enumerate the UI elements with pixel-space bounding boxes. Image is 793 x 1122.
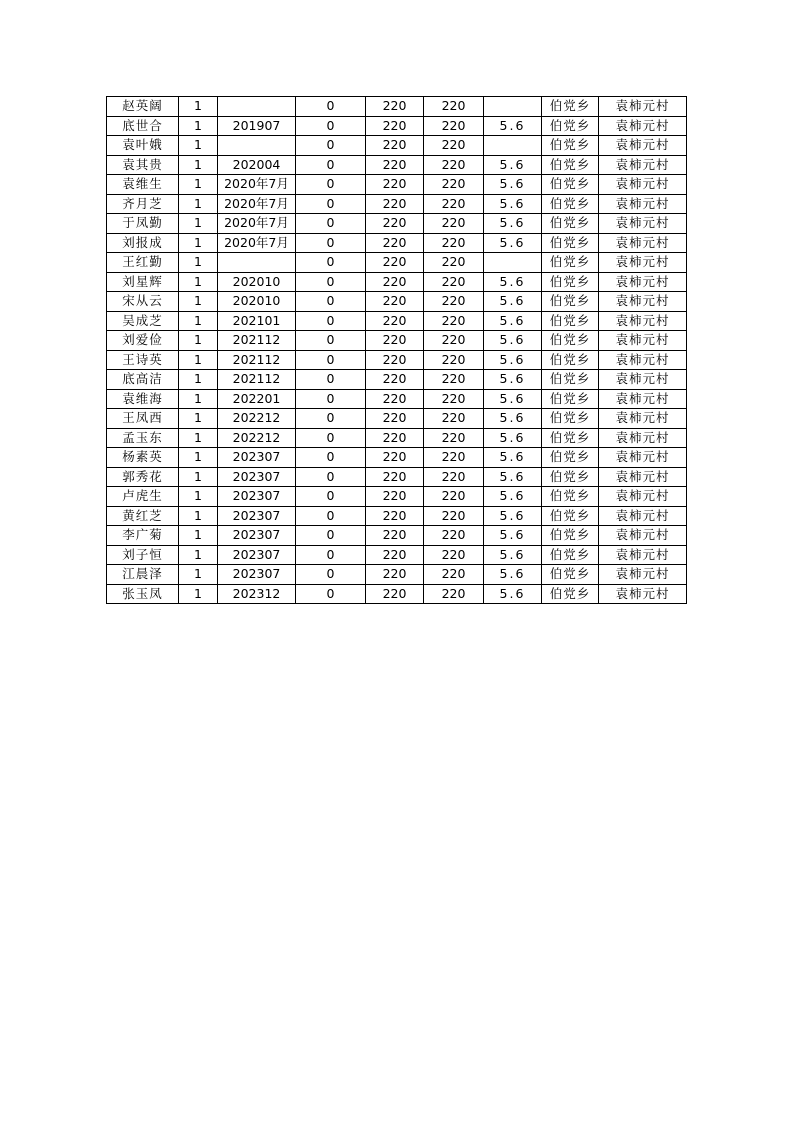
table-row [107,253,687,273]
town-cell: 伯党乡 [542,389,599,409]
rate-cell [484,136,542,156]
table-row [107,136,687,156]
date-cell: 202010 [218,272,296,292]
name-cell: 王红勤 [107,253,179,273]
count-cell: 1 [179,409,218,429]
zero-value-cell: 0 [296,389,366,409]
rate-cell: 5.6 [484,175,542,195]
village-cell: 袁柿元村 [599,292,687,312]
count-cell: 1 [179,331,218,351]
name-cell: 张玉凤 [107,584,179,604]
amount-a-cell: 220 [366,545,424,565]
town-cell: 伯党乡 [542,233,599,253]
amount-b-cell: 220 [424,116,484,136]
date-cell: 201907 [218,116,296,136]
date-cell: 202307 [218,467,296,487]
name-cell: 郭秀花 [107,467,179,487]
count-cell: 1 [179,448,218,468]
date-cell: 202201 [218,389,296,409]
amount-b-cell: 220 [424,311,484,331]
amount-a-cell: 220 [366,116,424,136]
table-row [107,428,687,448]
rate-cell [484,97,542,117]
rate-cell: 5.6 [484,409,542,429]
town-cell: 伯党乡 [542,292,599,312]
amount-b-cell: 220 [424,526,484,546]
table-row [107,487,687,507]
amount-a-cell: 220 [366,292,424,312]
rate-cell: 5.6 [484,467,542,487]
table-row [107,370,687,390]
rate-cell: 5.6 [484,233,542,253]
amount-b-cell: 220 [424,506,484,526]
town-cell: 伯党乡 [542,545,599,565]
town-cell: 伯党乡 [542,370,599,390]
date-cell: 202307 [218,526,296,546]
amount-a-cell: 220 [366,97,424,117]
name-cell: 刘爱俭 [107,331,179,351]
rate-cell: 5.6 [484,526,542,546]
rate-cell: 5.6 [484,194,542,214]
village-cell: 袁柿元村 [599,253,687,273]
town-cell: 伯党乡 [542,155,599,175]
date-cell: 2020年7月 [218,175,296,195]
town-cell: 伯党乡 [542,448,599,468]
amount-b-cell: 220 [424,448,484,468]
village-cell: 袁柿元村 [599,506,687,526]
table-row [107,97,687,117]
table-row [107,175,687,195]
zero-value-cell: 0 [296,545,366,565]
town-cell: 伯党乡 [542,487,599,507]
name-cell: 王诗英 [107,350,179,370]
name-cell: 刘星辉 [107,272,179,292]
amount-b-cell: 220 [424,97,484,117]
village-cell: 袁柿元村 [599,331,687,351]
amount-b-cell: 220 [424,370,484,390]
date-cell [218,97,296,117]
village-cell: 袁柿元村 [599,136,687,156]
date-cell: 2020年7月 [218,214,296,234]
name-cell: 刘报成 [107,233,179,253]
count-cell: 1 [179,565,218,585]
name-cell: 江晨泽 [107,565,179,585]
amount-a-cell: 220 [366,584,424,604]
amount-a-cell: 220 [366,194,424,214]
count-cell: 1 [179,116,218,136]
amount-b-cell: 220 [424,409,484,429]
name-cell: 袁其贵 [107,155,179,175]
table-row [107,292,687,312]
amount-a-cell: 220 [366,331,424,351]
village-cell: 袁柿元村 [599,409,687,429]
amount-b-cell: 220 [424,253,484,273]
amount-b-cell: 220 [424,233,484,253]
table-row [107,389,687,409]
town-cell: 伯党乡 [542,311,599,331]
count-cell: 1 [179,292,218,312]
village-cell: 袁柿元村 [599,545,687,565]
amount-a-cell: 220 [366,272,424,292]
name-cell: 宋从云 [107,292,179,312]
beneficiary-table [106,96,687,604]
village-cell: 袁柿元村 [599,350,687,370]
amount-a-cell: 220 [366,526,424,546]
rate-cell: 5.6 [484,292,542,312]
name-cell: 底世合 [107,116,179,136]
amount-a-cell: 220 [366,506,424,526]
village-cell: 袁柿元村 [599,116,687,136]
zero-value-cell: 0 [296,584,366,604]
table-row [107,526,687,546]
amount-b-cell: 220 [424,331,484,351]
date-cell: 2020年7月 [218,233,296,253]
zero-value-cell: 0 [296,448,366,468]
count-cell: 1 [179,370,218,390]
count-cell: 1 [179,487,218,507]
village-cell: 袁柿元村 [599,272,687,292]
name-cell: 于凤勤 [107,214,179,234]
name-cell: 袁叶娥 [107,136,179,156]
table-row [107,467,687,487]
zero-value-cell: 0 [296,194,366,214]
village-cell: 袁柿元村 [599,448,687,468]
amount-b-cell: 220 [424,175,484,195]
amount-a-cell: 220 [366,370,424,390]
date-cell: 202010 [218,292,296,312]
table-row [107,565,687,585]
town-cell: 伯党乡 [542,467,599,487]
town-cell: 伯党乡 [542,584,599,604]
date-cell [218,253,296,273]
amount-b-cell: 220 [424,389,484,409]
amount-b-cell: 220 [424,584,484,604]
village-cell: 袁柿元村 [599,584,687,604]
amount-a-cell: 220 [366,214,424,234]
date-cell: 202307 [218,448,296,468]
rate-cell: 5.6 [484,272,542,292]
town-cell: 伯党乡 [542,350,599,370]
town-cell: 伯党乡 [542,272,599,292]
town-cell: 伯党乡 [542,97,599,117]
rate-cell: 5.6 [484,311,542,331]
amount-b-cell: 220 [424,292,484,312]
name-cell: 赵英阔 [107,97,179,117]
name-cell: 杨素英 [107,448,179,468]
rate-cell: 5.6 [484,350,542,370]
village-cell: 袁柿元村 [599,194,687,214]
rate-cell: 5.6 [484,155,542,175]
count-cell: 1 [179,175,218,195]
count-cell: 1 [179,97,218,117]
village-cell: 袁柿元村 [599,311,687,331]
amount-a-cell: 220 [366,389,424,409]
count-cell: 1 [179,155,218,175]
name-cell: 卢虎生 [107,487,179,507]
rate-cell: 5.6 [484,487,542,507]
amount-a-cell: 220 [366,175,424,195]
amount-a-cell: 220 [366,311,424,331]
date-cell: 202307 [218,545,296,565]
zero-value-cell: 0 [296,506,366,526]
town-cell: 伯党乡 [542,194,599,214]
amount-a-cell: 220 [366,487,424,507]
village-cell: 袁柿元村 [599,233,687,253]
village-cell: 袁柿元村 [599,526,687,546]
count-cell: 1 [179,526,218,546]
date-cell: 202212 [218,409,296,429]
rate-cell [484,253,542,273]
village-cell: 袁柿元村 [599,389,687,409]
table-row [107,155,687,175]
zero-value-cell: 0 [296,370,366,390]
rate-cell: 5.6 [484,116,542,136]
rate-cell: 5.6 [484,370,542,390]
rate-cell: 5.6 [484,214,542,234]
zero-value-cell: 0 [296,331,366,351]
zero-value-cell: 0 [296,155,366,175]
amount-b-cell: 220 [424,350,484,370]
rate-cell: 5.6 [484,428,542,448]
town-cell: 伯党乡 [542,214,599,234]
zero-value-cell: 0 [296,175,366,195]
amount-a-cell: 220 [366,233,424,253]
amount-b-cell: 220 [424,136,484,156]
amount-b-cell: 220 [424,214,484,234]
count-cell: 1 [179,506,218,526]
amount-b-cell: 220 [424,487,484,507]
zero-value-cell: 0 [296,136,366,156]
name-cell: 黄红芝 [107,506,179,526]
date-cell: 202112 [218,350,296,370]
count-cell: 1 [179,389,218,409]
table-row [107,194,687,214]
town-cell: 伯党乡 [542,409,599,429]
town-cell: 伯党乡 [542,506,599,526]
amount-a-cell: 220 [366,155,424,175]
village-cell: 袁柿元村 [599,155,687,175]
town-cell: 伯党乡 [542,136,599,156]
date-cell: 202112 [218,370,296,390]
zero-value-cell: 0 [296,214,366,234]
town-cell: 伯党乡 [542,565,599,585]
date-cell: 202307 [218,565,296,585]
table-row [107,350,687,370]
table-row [107,448,687,468]
table-row [107,584,687,604]
zero-value-cell: 0 [296,350,366,370]
date-cell [218,136,296,156]
count-cell: 1 [179,214,218,234]
date-cell: 202112 [218,331,296,351]
table-row [107,233,687,253]
amount-a-cell: 220 [366,428,424,448]
amount-a-cell: 220 [366,253,424,273]
town-cell: 伯党乡 [542,526,599,546]
village-cell: 袁柿元村 [599,428,687,448]
amount-a-cell: 220 [366,350,424,370]
count-cell: 1 [179,272,218,292]
count-cell: 1 [179,253,218,273]
zero-value-cell: 0 [296,565,366,585]
village-cell: 袁柿元村 [599,370,687,390]
rate-cell: 5.6 [484,506,542,526]
count-cell: 1 [179,350,218,370]
name-cell: 袁维海 [107,389,179,409]
zero-value-cell: 0 [296,311,366,331]
name-cell: 吴成芝 [107,311,179,331]
name-cell: 袁维生 [107,175,179,195]
count-cell: 1 [179,545,218,565]
table-row [107,506,687,526]
count-cell: 1 [179,584,218,604]
zero-value-cell: 0 [296,97,366,117]
amount-b-cell: 220 [424,155,484,175]
date-cell: 202004 [218,155,296,175]
table-row [107,272,687,292]
table-row [107,311,687,331]
table-body [107,97,687,604]
zero-value-cell: 0 [296,487,366,507]
amount-b-cell: 220 [424,565,484,585]
table-row [107,409,687,429]
zero-value-cell: 0 [296,428,366,448]
date-cell: 202307 [218,506,296,526]
zero-value-cell: 0 [296,292,366,312]
amount-a-cell: 220 [366,136,424,156]
count-cell: 1 [179,233,218,253]
rate-cell: 5.6 [484,545,542,565]
zero-value-cell: 0 [296,409,366,429]
zero-value-cell: 0 [296,467,366,487]
count-cell: 1 [179,467,218,487]
count-cell: 1 [179,194,218,214]
town-cell: 伯党乡 [542,116,599,136]
table-row [107,214,687,234]
table-row [107,331,687,351]
name-cell: 王凤西 [107,409,179,429]
village-cell: 袁柿元村 [599,487,687,507]
name-cell: 刘子恒 [107,545,179,565]
zero-value-cell: 0 [296,272,366,292]
date-cell: 202101 [218,311,296,331]
zero-value-cell: 0 [296,253,366,273]
name-cell: 底高洁 [107,370,179,390]
zero-value-cell: 0 [296,526,366,546]
date-cell: 202312 [218,584,296,604]
amount-b-cell: 220 [424,467,484,487]
amount-a-cell: 220 [366,409,424,429]
amount-b-cell: 220 [424,272,484,292]
zero-value-cell: 0 [296,233,366,253]
count-cell: 1 [179,136,218,156]
date-cell: 202307 [218,487,296,507]
table-row [107,545,687,565]
village-cell: 袁柿元村 [599,97,687,117]
amount-b-cell: 220 [424,545,484,565]
amount-a-cell: 220 [366,448,424,468]
amount-b-cell: 220 [424,194,484,214]
amount-a-cell: 220 [366,565,424,585]
date-cell: 202212 [218,428,296,448]
town-cell: 伯党乡 [542,428,599,448]
amount-a-cell: 220 [366,467,424,487]
count-cell: 1 [179,311,218,331]
name-cell: 孟玉东 [107,428,179,448]
table-row [107,116,687,136]
rate-cell: 5.6 [484,584,542,604]
date-cell: 2020年7月 [218,194,296,214]
zero-value-cell: 0 [296,116,366,136]
rate-cell: 5.6 [484,331,542,351]
town-cell: 伯党乡 [542,175,599,195]
town-cell: 伯党乡 [542,331,599,351]
village-cell: 袁柿元村 [599,565,687,585]
village-cell: 袁柿元村 [599,175,687,195]
count-cell: 1 [179,428,218,448]
village-cell: 袁柿元村 [599,214,687,234]
amount-b-cell: 220 [424,428,484,448]
name-cell: 齐月芝 [107,194,179,214]
village-cell: 袁柿元村 [599,467,687,487]
rate-cell: 5.6 [484,389,542,409]
name-cell: 李广菊 [107,526,179,546]
rate-cell: 5.6 [484,448,542,468]
rate-cell: 5.6 [484,565,542,585]
town-cell: 伯党乡 [542,253,599,273]
